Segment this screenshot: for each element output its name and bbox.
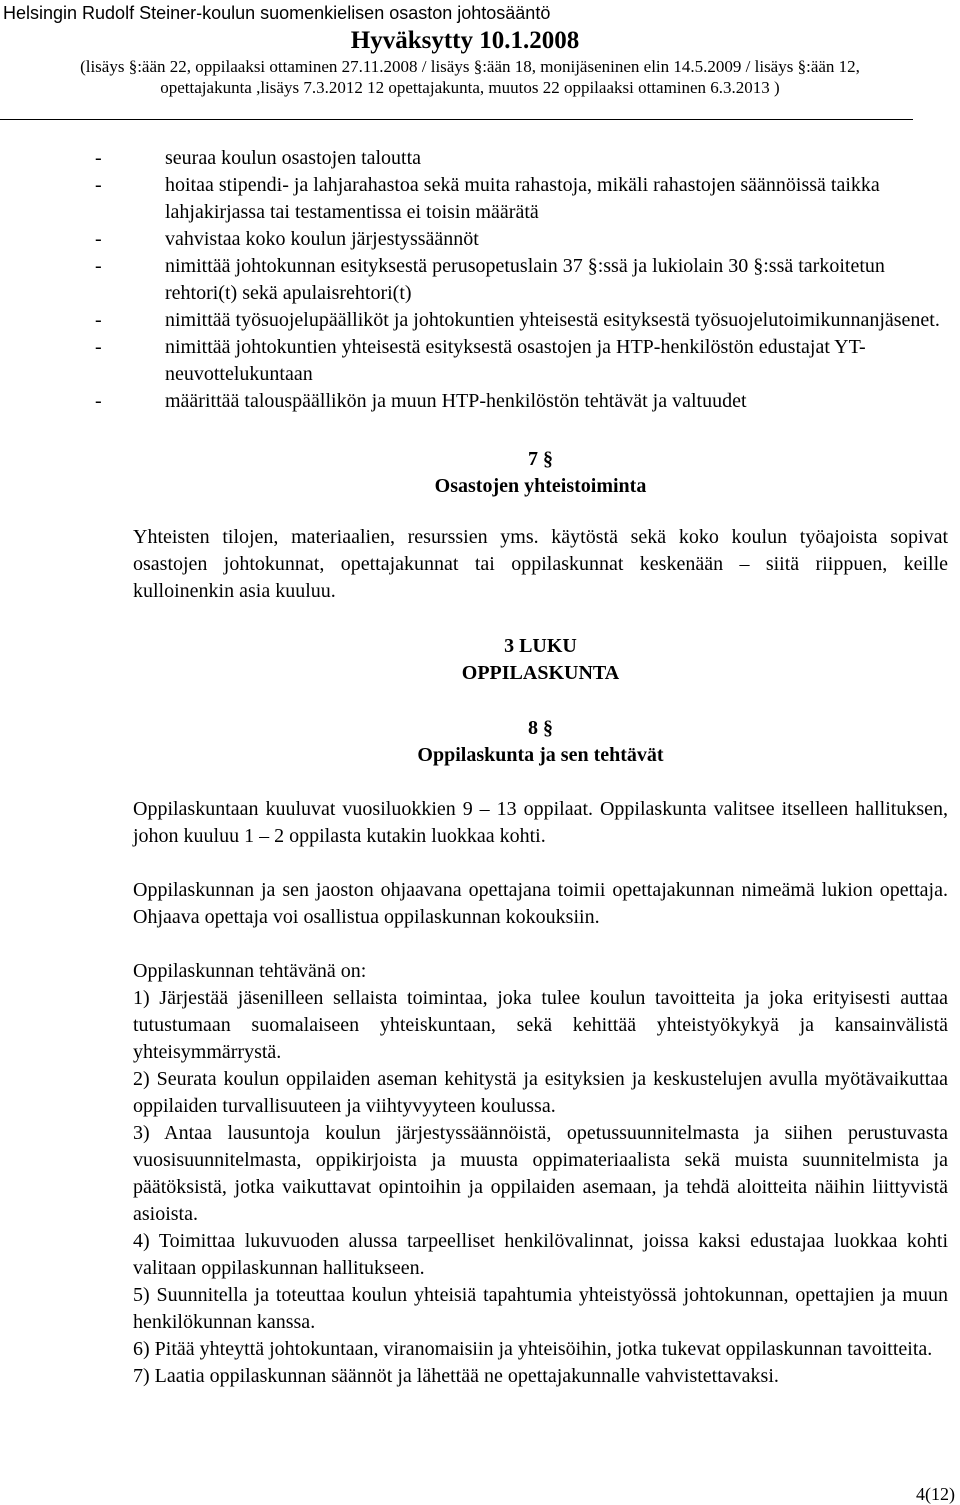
list-item: - hoitaa stipendi- ja lahjarahastoa sekä muita rahastoja, mikäli rahastojen säännöissä taikka lahjakirjassa tai testamentissa ei toisin määrätä: [95, 174, 880, 223]
list-item: - määrittää talouspäällikön ja muun HTP-henkilöstön tehtävät ja valtuudet: [95, 390, 747, 412]
section-7-text: Yhteisten tilojen, materiaalien, resurssien yms. käytöstä sekä koko koulun työajoista sopivat osastojen johtokunnat, opettajakunnat tai oppilaskunnat keskenään – siitä riippuen, keille kulloinenkin asia kuuluu.: [133, 526, 948, 602]
list-item: - vahvistaa koko koulun järjestyssäännöt: [95, 228, 479, 250]
list-item: - nimittää johtokunnan esityksestä perusopetuslain 37 §:ssä ja lukiolain 30 §:ssä tarkoitetun rehtori(t) sekä apulaisrehtori(t): [95, 255, 885, 304]
document-body: [95, 145, 948, 1390]
document-header: [0, 0, 960, 98]
tasks-heading: Oppilaskunnan tehtävänä on:: [133, 960, 367, 982]
document-title: Helsingin Rudolf Steiner-koulun suomenkielisen osaston johtosääntö: [3, 3, 551, 23]
chapter-3-label: 3 LUKU: [504, 635, 577, 657]
task-item: 3) Antaa lausuntoja koulun järjestyssäännöistä, opetussuunnitelmasta ja siihen perustuvasta vuosisuunnitelmasta, oppikirjoista ja muusta oppimateriaalista sekä muista suunnitelmista ja päätöksistä, jotka vaikuttavat opintoihin ja oppilaiden asemaan, ja tehdä aloitteita näihin liittyvistä asioista.: [133, 1122, 948, 1225]
approval-date: Hyväksytty 10.1.2008: [350, 27, 580, 54]
duties-list: [95, 145, 948, 415]
list-item: - seuraa koulun osastojen taloutta: [95, 147, 422, 169]
section-8-paragraph-1: Oppilaskuntaan kuuluvat vuosiluokkien 9 – 13 oppilaat. Oppilaskunta valitsee itselleen hallituksen, johon kuuluu 1 – 2 oppilasta kutakin luokkaa kohti.: [133, 798, 948, 847]
task-item: 2) Seurata koulun oppilaiden aseman kehitystä ja esityksien ja keskustelujen avulla myötävaikuttaa oppilaiden turvallisuuteen ja viihtyvyyteen koulussa.: [133, 1068, 948, 1117]
list-item: - nimittää työsuojelupäälliköt ja johtokuntien yhteisestä esityksestä työsuojelutoimikunnanjäsenet.: [95, 309, 940, 331]
section-7-title: Osastojen yhteistoiminta: [434, 475, 647, 497]
section-8-number: 8 §: [528, 717, 553, 739]
section-8-paragraph-2: Oppilaskunnan ja sen jaoston ohjaavana opettajana toimii opettajakunnan nimeämä lukion opettaja. Ohjaava opettaja voi osallistua oppilaskunnan kokouksiin.: [133, 879, 948, 928]
amendment-line-1: (lisäys §:ään 22, oppilaaksi ottaminen 27.11.2008 / lisäys §:ään 18, monijäseninen elin 14.5.2009 / lisäys §:ään 12,: [80, 57, 860, 76]
page-number: 4(12): [916, 1484, 955, 1504]
task-item: 7) Laatia oppilaskunnan säännöt ja lähettää ne opettajakunnalle vahvistettavaksi.: [133, 1365, 779, 1387]
section-8-title: Oppilaskunta ja sen tehtävät: [417, 744, 664, 766]
chapter-3-title: OPPILASKUNTA: [461, 662, 620, 684]
amendment-line-2: opettajakunta ,lisäys 7.3.2012 12 opettajakunta, muutos 22 oppilaaksi ottaminen 6.3.2013 ): [160, 78, 780, 97]
task-item: 5) Suunnitella ja toteuttaa koulun yhteisiä tapahtumia yhteistyössä johtokunnan, opettajien ja muun henkilökunnan kanssa.: [133, 1284, 948, 1333]
task-item: 6) Pitää yhteyttä johtokuntaan, viranomaisiin ja yhteisöihin, jotka tukevat oppilaskunnan tavoitteita.: [133, 1338, 933, 1360]
header-rule: [0, 119, 913, 120]
task-item: 1) Järjestää jäsenilleen sellaista toimintaa, joka tulee koulun tavoitteita ja joka erityisesti auttaa tutustumaan suomalaiseen yhteiskuntaan, sekä kehittää yhteistyökykyä ja kansainvälistä yhteisymmärrystä.: [133, 987, 948, 1063]
section-7-number: 7 §: [528, 448, 553, 470]
task-item: 4) Toimittaa lukuvuoden alussa tarpeelliset henkilövalinnat, joissa kaksi edustajaa luokkaa kohti valitaan oppilaskunnan hallitukseen.: [133, 1230, 948, 1279]
list-item: - nimittää johtokuntien yhteisestä esityksestä osastojen ja HTP-henkilöstön edustajat YT-neuvottelukuntaan: [95, 336, 866, 385]
